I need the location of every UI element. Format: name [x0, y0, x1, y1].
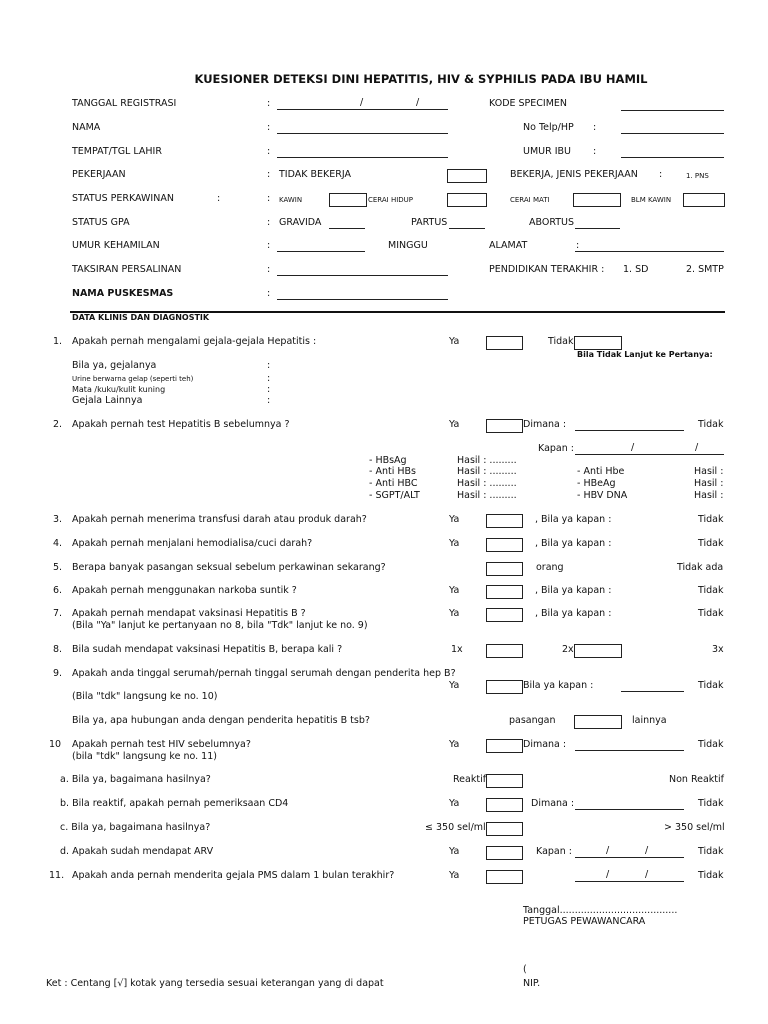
- q5-count-box[interactable]: [486, 562, 523, 576]
- q10b-dimana-label: Dimana :: [531, 798, 575, 809]
- q2-test-name: - Anti HBs: [369, 466, 416, 477]
- q2-text: Apakah pernah test Hepatitis B sebelumnya ?: [72, 419, 290, 430]
- q2-test-hasil: Hasil :: [694, 490, 724, 501]
- q10d-kapan-field[interactable]: [575, 857, 684, 858]
- q1-mata-label: Mata /kuku/kulit kuning: [72, 385, 166, 394]
- q2-test-name: - SGPT/ALT: [369, 490, 420, 501]
- colon: :: [267, 264, 271, 275]
- q9-bila-label: Bila ya kapan :: [523, 680, 594, 691]
- q10-ya-checkbox[interactable]: [486, 739, 523, 753]
- q3-ya-label: Ya: [449, 514, 460, 525]
- q10d-ya-label: Ya: [449, 846, 460, 857]
- colon: :: [267, 240, 271, 251]
- date-slash: /: [606, 869, 610, 880]
- colon: :: [593, 122, 597, 133]
- section-title: DATA KLINIS DAN DIAGNOSTIK: [72, 313, 210, 322]
- q6-ya-checkbox[interactable]: [486, 585, 523, 599]
- q10a-text: a. Bila ya, bagaimana hasilnya?: [60, 774, 211, 785]
- q10-dimana-field[interactable]: [575, 750, 684, 751]
- q6-tidak-label: Tidak: [698, 585, 724, 596]
- colon: :: [267, 395, 271, 406]
- q9-number: 9.: [53, 668, 63, 679]
- q7-subtext: (Bila "Ya" lanjut ke pertanyaan no 8, bila "Tdk" lanjut ke no. 9): [72, 620, 368, 631]
- q9-tidak-label: Tidak: [698, 680, 724, 691]
- colon: :: [267, 122, 271, 133]
- footer-note: Ket : Centang [√] kotak yang tersedia sesuai keterangan yang di dapat: [46, 978, 384, 989]
- label-nama: NAMA: [72, 122, 101, 133]
- q8-3x-label: 3x: [712, 644, 724, 655]
- option-blm-kawin: BLM KAWIN: [631, 196, 672, 204]
- colon: :: [267, 146, 271, 157]
- tempat-tgl-lahir-field[interactable]: [277, 157, 448, 158]
- colon: :: [267, 217, 271, 228]
- q7-number: 7.: [53, 608, 63, 619]
- gravida-field[interactable]: [329, 228, 365, 229]
- q11-tidak-label: Tidak: [698, 870, 724, 881]
- q6-text: Apakah pernah menggunakan narkoba suntik ?: [72, 585, 297, 596]
- q10-dimana-label: Dimana :: [523, 739, 567, 750]
- q1-urine-label: Urine berwarna gelap (seperti teh): [72, 375, 194, 383]
- q4-ya-label: Ya: [449, 538, 460, 549]
- option-cerai-mati: CERAI MATI: [510, 196, 550, 204]
- label-minggu: MINGGU: [388, 240, 428, 251]
- q11-number: 11.: [49, 870, 65, 881]
- q10c-text: c. Bila ya, bagaimana hasilnya?: [60, 822, 211, 833]
- q7-tidak-label: Tidak: [698, 608, 724, 619]
- q7-bila-label: , Bila ya kapan :: [535, 608, 612, 619]
- q10d-kapan-label: Kapan :: [536, 846, 572, 857]
- q9-pasangan-label: pasangan: [509, 715, 556, 726]
- colon: :: [267, 98, 271, 109]
- q9-text: Apakah anda tinggal serumah/pernah tinggal serumah dengan penderita hep B?: [72, 668, 456, 679]
- q2-test-hasil: Hasil : .........: [457, 455, 517, 466]
- q2-dimana-field[interactable]: [575, 430, 684, 431]
- q1-ya-checkbox[interactable]: [486, 336, 523, 350]
- q4-number: 4.: [53, 538, 63, 549]
- option-smtp: 2. SMTP: [686, 264, 724, 275]
- q9-subtext: (Bila "tdk" langsung ke no. 10): [72, 691, 218, 702]
- q8-text: Bila sudah mendapat vaksinasi Hepatitis B, berapa kali ?: [72, 644, 343, 655]
- date-slash: /: [645, 845, 649, 856]
- q2-test-name: - Anti Hbe: [577, 466, 625, 477]
- q1-ya-label: Ya: [449, 336, 460, 347]
- q2-test-name: - HBeAg: [577, 478, 616, 489]
- q4-ya-checkbox[interactable]: [486, 538, 523, 552]
- nama-puskesmas-field[interactable]: [277, 299, 448, 300]
- checkbox-tidak-bekerja[interactable]: [447, 169, 487, 183]
- checkbox-cerai-hidup[interactable]: [447, 193, 487, 207]
- q2-ya-label: Ya: [449, 419, 460, 430]
- label-alamat: ALAMAT: [489, 240, 528, 251]
- q3-ya-checkbox[interactable]: [486, 514, 523, 528]
- label-gravida: GRAVIDA: [279, 217, 322, 228]
- q9-pasangan-checkbox[interactable]: [574, 715, 622, 729]
- date-slash: /: [606, 845, 610, 856]
- q1-skip-note: Bila Tidak Lanjut ke Pertanya:: [577, 350, 713, 359]
- date-slash: /: [416, 97, 420, 108]
- q7-ya-label: Ya: [449, 608, 460, 619]
- label-pendidikan-terakhir: PENDIDIKAN TERAKHIR :: [489, 264, 605, 275]
- checkbox-kawin[interactable]: [329, 193, 367, 207]
- colon: :: [267, 360, 271, 371]
- q3-tidak-label: Tidak: [698, 514, 724, 525]
- q2-test-hasil: Hasil : .........: [457, 478, 517, 489]
- q10b-dimana-field[interactable]: [575, 809, 684, 810]
- q8-2x-checkbox[interactable]: [574, 644, 622, 658]
- label-status-gpa: STATUS GPA: [72, 217, 130, 228]
- q8-2x-label: 2x: [562, 644, 574, 655]
- form-title: KUESIONER DETEKSI DINI HEPATITIS, HIV & SYPHILIS PADA IBU HAMIL: [194, 72, 648, 86]
- q10-subtext: (bila "tdk" langsung ke no. 11): [72, 751, 217, 762]
- q3-number: 3.: [53, 514, 63, 525]
- q2-test-hasil: Hasil : .........: [457, 466, 517, 477]
- q5-orang-label: orang: [536, 562, 564, 573]
- abortus-field[interactable]: [575, 228, 620, 229]
- q10-number: 10: [49, 739, 62, 750]
- label-nama-puskesmas: NAMA PUSKESMAS: [72, 288, 174, 299]
- q5-tidak-ada-label: Tidak ada: [677, 562, 724, 573]
- q4-text: Apakah pernah menjalani hemodialisa/cuci darah?: [72, 538, 313, 549]
- q2-test-hasil: Hasil : .........: [457, 490, 517, 501]
- umur-kehamilan-field[interactable]: [277, 251, 365, 252]
- q2-test-hasil: Hasil :: [694, 466, 724, 477]
- label-tanggal-registrasi: TANGGAL REGISTRASI: [72, 98, 177, 109]
- colon: :: [267, 384, 271, 395]
- q6-number: 6.: [53, 585, 63, 596]
- option-kawin: KAWIN: [279, 196, 303, 204]
- colon: :: [593, 146, 597, 157]
- q1-lainnya-label: Gejala Lainnya: [72, 395, 143, 406]
- date-slash: /: [360, 97, 364, 108]
- q1-gejalanya-label: Bila ya, gejalanya: [72, 360, 157, 371]
- colon: :: [659, 169, 663, 180]
- checkbox-blm-kawin[interactable]: [683, 193, 725, 207]
- q2-kapan-field[interactable]: [575, 454, 724, 455]
- option-sd: 1. SD: [623, 264, 649, 275]
- q9-lainnya-label: lainnya: [632, 715, 667, 726]
- colon: :: [267, 373, 271, 384]
- colon: :: [576, 240, 580, 251]
- q2-ya-checkbox[interactable]: [486, 419, 523, 433]
- q8-1x-checkbox[interactable]: [486, 644, 523, 658]
- q10a-non-reaktif-label: Non Reaktif: [669, 774, 725, 785]
- q10d-text: d. Apakah sudah mendapat ARV: [60, 846, 214, 857]
- q11-ya-label: Ya: [449, 870, 460, 881]
- date-slash: /: [631, 442, 635, 453]
- label-taksiran-persalinan: TAKSIRAN PERSALINAN: [72, 264, 182, 275]
- q10c-le-label: ≤ 350 sel/ml: [425, 822, 486, 833]
- label-tempat-tgl-lahir: TEMPAT/TGL LAHIR: [72, 146, 162, 157]
- q8-number: 8.: [53, 644, 63, 655]
- footer-tanggal: Tanggal.......................................: [523, 905, 678, 916]
- label-abortus: ABORTUS: [529, 217, 575, 228]
- q10-tidak-label: Tidak: [698, 739, 724, 750]
- q10c-le-checkbox[interactable]: [486, 822, 523, 836]
- q1-tidak-checkbox[interactable]: [574, 336, 622, 350]
- q7-text: Apakah pernah mendapat vaksinasi Hepatitis B ?: [72, 608, 306, 619]
- checkbox-cerai-mati[interactable]: [573, 193, 621, 207]
- colon: :: [267, 193, 271, 204]
- q11-ya-checkbox[interactable]: [486, 870, 523, 884]
- q10a-reaktif-label: Reaktif: [453, 774, 487, 785]
- q10a-reaktif-checkbox[interactable]: [486, 774, 523, 788]
- kode-specimen-field[interactable]: [621, 110, 724, 111]
- label-umur-kehamilan: UMUR KEHAMILAN: [72, 240, 160, 251]
- q10b-tidak-label: Tidak: [698, 798, 724, 809]
- q5-text: Berapa banyak pasangan seksual sebelum perkawinan sekarang?: [72, 562, 386, 573]
- footer-petugas: PETUGAS PEWAWANCARA: [523, 916, 646, 927]
- q10d-ya-checkbox[interactable]: [486, 846, 523, 860]
- q10-ya-label: Ya: [449, 739, 460, 750]
- option-cerai-hidup: CERAI HIDUP: [368, 196, 414, 204]
- q2-test-hasil: Hasil :: [694, 478, 724, 489]
- q3-bila-label: , Bila ya kapan :: [535, 514, 612, 525]
- q1-number: 1.: [53, 336, 63, 347]
- q7-ya-checkbox[interactable]: [486, 608, 523, 622]
- date-slash: /: [695, 442, 699, 453]
- option-pns: 1. PNS: [686, 172, 709, 180]
- q2-test-name: - HBsAg: [369, 455, 407, 466]
- option-bekerja: BEKERJA, JENIS PEKERJAAN: [510, 169, 638, 180]
- q9-ya-label: Ya: [449, 680, 460, 691]
- umur-ibu-field[interactable]: [621, 157, 724, 158]
- q4-tidak-label: Tidak: [698, 538, 724, 549]
- q10b-text: b. Bila reaktif, apakah pernah pemeriksaan CD4: [60, 798, 289, 809]
- footer-nip: NIP.: [523, 978, 541, 989]
- q8-1x-label: 1x: [451, 644, 463, 655]
- q10b-ya-checkbox[interactable]: [486, 798, 523, 812]
- q11-text: Apakah anda pernah menderita gejala PMS dalam 1 bulan terakhir?: [72, 870, 395, 881]
- q3-text: Apakah pernah menerima transfusi darah atau produk darah?: [72, 514, 367, 525]
- q9-ya-checkbox[interactable]: [486, 680, 523, 694]
- q1-text: Apakah pernah mengalami gejala-gejala Hepatitis :: [72, 336, 317, 347]
- date-slash: /: [645, 869, 649, 880]
- q10c-gt-label: > 350 sel/ml: [664, 822, 725, 833]
- label-kode-specimen: KODE SPECIMEN: [489, 98, 568, 109]
- q2-dimana-label: Dimana :: [523, 419, 567, 430]
- q2-test-name: - HBV DNA: [577, 490, 628, 501]
- q1-tidak-label: Tidak: [548, 336, 574, 347]
- colon: :: [267, 169, 271, 180]
- label-pekerjaan: PEKERJAAN: [72, 169, 126, 180]
- colon: :: [217, 193, 221, 204]
- label-status-perkawinan: STATUS PERKAWINAN: [72, 193, 174, 204]
- tanggal-registrasi-field[interactable]: [277, 109, 448, 110]
- q2-test-name: - Anti HBC: [369, 478, 418, 489]
- alamat-field[interactable]: [575, 251, 724, 252]
- label-no-telp: No Telp/HP: [523, 122, 574, 133]
- q2-tidak-label: Tidak: [698, 419, 724, 430]
- q9-kapan-field[interactable]: [621, 691, 684, 692]
- no-telp-field[interactable]: [621, 133, 724, 134]
- colon: :: [267, 288, 271, 299]
- q11-date-field[interactable]: [575, 881, 684, 882]
- q4-bila-label: , Bila ya kapan :: [535, 538, 612, 549]
- label-partus: PARTUS: [411, 217, 448, 228]
- q10d-tidak-label: Tidak: [698, 846, 724, 857]
- taksiran-persalinan-field[interactable]: [277, 275, 448, 276]
- label-umur-ibu: UMUR IBU: [523, 146, 571, 157]
- q6-bila-label: , Bila ya kapan :: [535, 585, 612, 596]
- q5-number: 5.: [53, 562, 63, 573]
- option-tidak-bekerja: TIDAK BEKERJA: [279, 169, 351, 180]
- q6-ya-label: Ya: [449, 585, 460, 596]
- q2-number: 2.: [53, 419, 63, 430]
- footer-signature-paren: (: [523, 964, 527, 975]
- q9-hubungan-text: Bila ya, apa hubungan anda dengan penderita hepatitis B tsb?: [72, 715, 370, 726]
- q10b-ya-label: Ya: [449, 798, 460, 809]
- partus-field[interactable]: [449, 228, 485, 229]
- q10-text: Apakah pernah test HIV sebelumnya?: [72, 739, 251, 750]
- q2-kapan-label: Kapan :: [538, 443, 574, 454]
- nama-field[interactable]: [277, 133, 448, 134]
